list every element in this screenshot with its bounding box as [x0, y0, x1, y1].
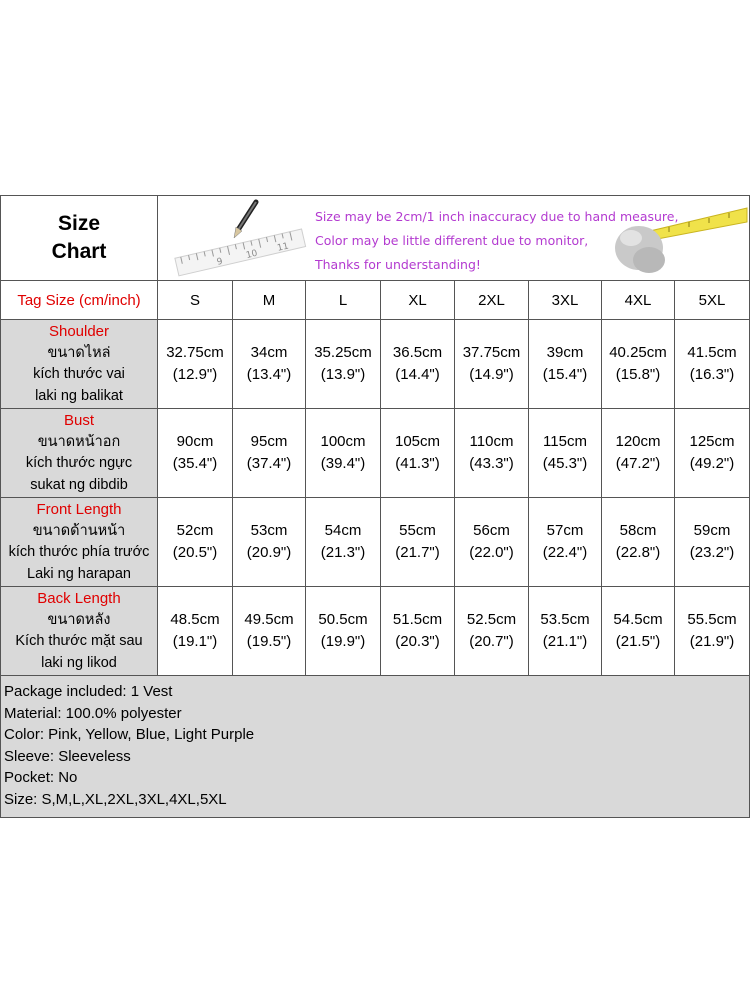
measurement-value-cell: [529, 498, 602, 587]
measurement-value-cell: [381, 320, 455, 409]
size-header: XL: [381, 281, 455, 320]
measurement-translation: laki ng likod: [41, 654, 117, 671]
measurement-value-cell: [233, 498, 306, 587]
measurement-notice-banner: [158, 196, 750, 281]
value-inch: (14.4"): [395, 366, 440, 383]
measurement-value-cell: [158, 320, 233, 409]
size-header: 2XL: [455, 281, 529, 320]
value-cm: 95cm: [250, 433, 288, 450]
size-chart-title: [1, 196, 158, 281]
value-cm: 36.5cm: [392, 344, 443, 361]
measurement-label-cell: [1, 587, 158, 676]
measurement-value-cell: [675, 320, 750, 409]
measurement-value-cell: [233, 320, 306, 409]
value-cm: 41.5cm: [687, 344, 737, 361]
measurement-value-cell: [306, 320, 381, 409]
package-info-line: Sleeve: Sleeveless: [4, 747, 131, 765]
measurement-value-cell: [306, 498, 381, 587]
measurement-translation: Kích thước mặt sau: [15, 633, 143, 649]
value-cm: 59cm: [693, 522, 731, 539]
value-inch: (49.2"): [689, 455, 735, 472]
size-header: L: [306, 281, 381, 320]
package-info-line: Pocket: No: [4, 769, 78, 787]
size-chart-table: [0, 195, 750, 818]
value-inch: (21.1"): [542, 633, 588, 650]
measurement-translation: ขนาดหลัง: [47, 611, 111, 628]
value-cm: 32.75cm: [166, 344, 224, 361]
measurement-value-cell: [455, 320, 529, 409]
value-cm: 49.5cm: [244, 611, 294, 628]
value-inch: (22.0"): [469, 544, 514, 561]
measurement-value-cell: [158, 409, 233, 498]
value-cm: 105cm: [394, 433, 441, 450]
measurement-value-cell: [529, 587, 602, 676]
measurement-value-cell: [675, 498, 750, 587]
value-inch: (22.8"): [615, 544, 661, 561]
size-header: 5XL: [675, 281, 750, 320]
note-line: Thanks for understanding!: [315, 257, 481, 272]
pencil-icon: [234, 202, 256, 238]
value-cm: 52.5cm: [466, 611, 517, 628]
value-cm: 125cm: [689, 433, 735, 450]
value-inch: (21.3"): [320, 544, 366, 561]
measurement-value-cell: [306, 409, 381, 498]
measurement-row: [1, 320, 750, 409]
value-inch: (35.4"): [172, 455, 218, 472]
value-cm: 57cm: [546, 522, 584, 539]
value-inch: (21.5"): [615, 633, 661, 650]
value-cm: 53cm: [250, 522, 288, 539]
measurement-value-cell: [602, 320, 675, 409]
measurement-translation: Laki ng harapan: [27, 565, 131, 582]
measurement-value-cell: [602, 587, 675, 676]
measurement-label-cell: [1, 320, 158, 409]
value-inch: (19.1"): [172, 633, 218, 650]
ruler-pencil-illustration: [158, 196, 315, 280]
value-cm: 51.5cm: [392, 611, 443, 628]
value-cm: 54cm: [324, 522, 362, 539]
value-cm: 52cm: [176, 522, 214, 539]
value-cm: 115cm: [543, 433, 587, 450]
measurement-value-cell: [675, 587, 750, 676]
hand-measuring-tape-illustration: [609, 196, 749, 280]
measurement-value-cell: [233, 409, 306, 498]
ruler-tick-label: 10: [245, 248, 259, 262]
measurement-value-cell: [381, 587, 455, 676]
value-inch: (15.4"): [542, 366, 588, 383]
measurement-value-cell: [233, 587, 306, 676]
value-inch: (39.4"): [320, 455, 366, 472]
value-cm: 100cm: [320, 433, 366, 450]
value-inch: (21.7"): [395, 544, 440, 561]
measurement-value-cell: [602, 409, 675, 498]
size-header: 4XL: [602, 281, 675, 320]
value-cm: 50.5cm: [318, 611, 368, 628]
title-line-1: Size: [57, 212, 101, 235]
measurement-row: [1, 498, 750, 587]
size-header: 3XL: [529, 281, 602, 320]
value-cm: 53.5cm: [540, 611, 590, 628]
measurement-value-cell: [455, 498, 529, 587]
package-info-line: Color: Pink, Yellow, Blue, Light Purple: [4, 726, 255, 744]
value-inch: (19.9"): [320, 633, 366, 650]
title-line-2: Chart: [51, 240, 107, 263]
tag-size-label: Tag Size (cm/inch): [1, 281, 158, 320]
value-cm: 48.5cm: [170, 611, 220, 628]
value-cm: 54.5cm: [613, 611, 663, 628]
value-inch: (19.5"): [246, 633, 292, 650]
package-info-line: Size: S,M,L,XL,2XL,3XL,4XL,5XL: [4, 790, 227, 808]
measurement-translation: kích thước phía trước: [8, 544, 150, 560]
value-cm: 55.5cm: [687, 611, 737, 628]
value-inch: (47.2"): [615, 455, 661, 472]
value-inch: (20.3"): [395, 633, 440, 650]
measurement-name: Shoulder: [48, 323, 110, 340]
measurement-label-cell: [1, 409, 158, 498]
ruler-tick-label: 9: [215, 256, 224, 268]
measurement-value-cell: [381, 409, 455, 498]
value-inch: (15.8"): [615, 366, 661, 383]
value-inch: (41.3"): [395, 455, 440, 472]
measurement-value-cell: [158, 587, 233, 676]
value-cm: 40.25cm: [609, 344, 667, 361]
size-header: M: [233, 281, 306, 320]
measurement-value-cell: [675, 409, 750, 498]
value-inch: (12.9"): [172, 366, 218, 383]
package-info-line: Package included: 1 Vest: [4, 683, 173, 700]
measurement-value-cell: [306, 587, 381, 676]
value-inch: (20.7"): [469, 633, 514, 650]
package-info-row: [1, 676, 750, 818]
size-chart: [0, 195, 749, 818]
measurement-value-cell: [529, 320, 602, 409]
value-inch: (16.3"): [689, 366, 735, 383]
ruler-tick-label: 11: [276, 241, 290, 254]
package-info: [1, 676, 750, 818]
measurement-value-cell: [455, 587, 529, 676]
measurement-value-cell: [602, 498, 675, 587]
value-cm: 90cm: [176, 433, 214, 450]
size-header: S: [158, 281, 233, 320]
measurement-value-cell: [158, 498, 233, 587]
header-row: [1, 196, 750, 281]
note-line: Size may be 2cm/1 inch inaccuracy due to hand measure,: [315, 209, 679, 224]
value-inch: (20.9"): [246, 544, 292, 561]
value-inch: (14.9"): [469, 366, 514, 383]
measurement-value-cell: [529, 409, 602, 498]
measurement-row: [1, 409, 750, 498]
value-inch: (45.3"): [542, 455, 588, 472]
value-cm: 120cm: [615, 433, 661, 450]
measurement-value-cell: [381, 498, 455, 587]
measurement-translation: sukat ng dibdib: [30, 476, 128, 493]
measurement-name: Front Length: [36, 501, 122, 518]
value-cm: 55cm: [399, 522, 436, 539]
measurement-label-cell: [1, 498, 158, 587]
value-inch: (37.4"): [246, 455, 292, 472]
measurement-value-cell: [455, 409, 529, 498]
measurement-row: [1, 587, 750, 676]
measurement-name: Back Length: [37, 590, 121, 607]
value-cm: 34cm: [250, 344, 288, 361]
value-inch: (23.2"): [689, 544, 735, 561]
value-inch: (13.9"): [320, 366, 366, 383]
value-cm: 35.25cm: [314, 344, 372, 361]
measurement-translation: laki ng balikat: [35, 387, 123, 404]
tag-size-row: [1, 281, 750, 320]
value-inch: (43.3"): [469, 455, 514, 472]
note-line: Color may be little different due to monitor,: [315, 233, 589, 248]
value-inch: (21.9"): [689, 633, 735, 650]
value-cm: 37.75cm: [462, 344, 521, 361]
measurement-translation: kích thước ngực: [25, 455, 133, 471]
measurement-translation: ขนาดด้านหน้า: [32, 522, 126, 539]
value-cm: 58cm: [619, 522, 657, 539]
value-inch: (13.4"): [246, 366, 292, 383]
value-cm: 39cm: [546, 344, 584, 361]
value-inch: (20.5"): [172, 544, 218, 561]
measurement-name: Bust: [63, 412, 94, 429]
measurement-translation: ขนาดหน้าอก: [37, 433, 121, 450]
value-cm: 110cm: [469, 433, 514, 450]
measurement-translation: kích thước vai: [33, 366, 125, 382]
value-cm: 56cm: [473, 522, 510, 539]
value-inch: (22.4"): [542, 544, 588, 561]
package-info-line: Material: 100.0% polyester: [4, 704, 182, 722]
measurement-translation: ขนาดไหล่: [47, 344, 111, 361]
